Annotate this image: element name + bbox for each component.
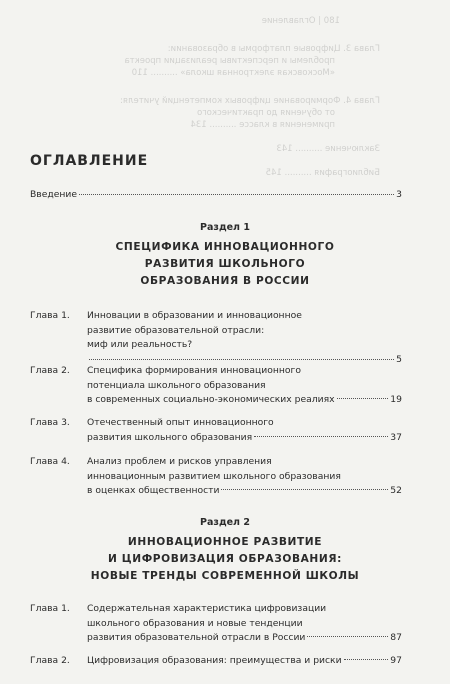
chapter-title-line: развитие образовательной отрасли: — [87, 324, 265, 336]
bleed-line: проблемы и перспективы реализации проекта — [124, 56, 335, 66]
chapter-title-line: миф или реальность? — [87, 339, 193, 350]
chapter-label: Глава 1. — [30, 310, 70, 321]
chapter-title-line: Анализ проблем и рисков управления — [87, 456, 272, 467]
dot-leader — [344, 659, 389, 660]
bleed-header: 180 | Оглавление — [261, 16, 340, 26]
chapter-label: Глава 2. — [30, 365, 70, 376]
chapter-title-line: развития школьного образования — [87, 431, 253, 443]
dot-leader — [307, 636, 388, 637]
toc-entry-introduction — [30, 189, 402, 200]
chapter-title-line: Содержательная характеристика цифровизации — [87, 603, 327, 614]
dot-leader — [254, 436, 388, 437]
chapter-label: Глава 4. — [30, 456, 70, 467]
bleed-line: Библиография .......... 145 — [265, 168, 380, 178]
bleed-line: Глава 3. Цифровые платформы в образовании: — [167, 44, 380, 54]
chapter-label: Глава 1. — [30, 603, 70, 614]
chapter-title-line: Специфика формирования инновационного — [87, 365, 301, 376]
chapter-title-line: в современных социально-экономических реалиях — [87, 394, 335, 405]
page-number: 5 — [396, 353, 402, 365]
page-number: 19 — [390, 394, 402, 405]
chapter-title-line: школьного образования и новые тенденции — [87, 617, 303, 629]
dot-leader — [89, 359, 394, 360]
page-number: 87 — [390, 632, 402, 643]
page-number: 37 — [390, 431, 402, 443]
section-title-line: ОБРАЗОВАНИЯ В РОССИИ — [140, 275, 310, 287]
chapter-label: Глава 3. — [30, 417, 70, 428]
bleed-line: от обучения до практического — [197, 108, 335, 118]
dot-leader — [337, 398, 389, 399]
chapter-title-line: Инновации в образовании и инновационное — [87, 310, 302, 321]
chapter-title-line: потенциала школьного образования — [87, 379, 266, 391]
dot-leader — [221, 489, 388, 490]
bleed-line: применения в классе .......... 134 — [190, 120, 335, 130]
page-number: 52 — [390, 485, 402, 496]
section-title-line: И ЦИФРОВИЗАЦИЯ ОБРАЗОВАНИЯ: — [108, 553, 342, 565]
page-number: 3 — [396, 189, 402, 200]
chapter-title-line: инновационным развитием школьного образования — [87, 470, 341, 482]
section-heading — [0, 517, 450, 585]
chapter-title-line: Отечественный опыт инновационного — [87, 417, 274, 428]
chapter-label: Глава 2. — [30, 655, 70, 666]
section-title-line: СПЕЦИФИКА ИННОВАЦИОННОГО — [115, 241, 335, 253]
section-label: Раздел 1 — [200, 222, 250, 233]
dot-leader — [79, 194, 394, 195]
section-title-line: НОВЫЕ ТРЕНДЫ СОВРЕМЕННОЙ ШКОЛЫ — [90, 570, 360, 582]
toc-heading: ОГЛАВЛЕНИЕ — [30, 153, 149, 169]
section-title-line: ИННОВАЦИОННОЕ РАЗВИТИЕ — [127, 536, 323, 548]
section-label: Раздел 2 — [200, 517, 250, 528]
page-number: 97 — [390, 655, 402, 666]
section-title-line: РАЗВИТИЯ ШКОЛЬНОГО — [144, 258, 306, 270]
bleed-line: Заключение .......... 143 — [276, 144, 380, 154]
entry-label: Введение — [30, 189, 78, 200]
section-heading — [0, 222, 450, 290]
chapter-title-line: в оценках общественности — [87, 485, 220, 496]
chapter-title-line: развития образовательной отрасли в России — [87, 632, 306, 643]
bleed-line: «Московская электронная школа» .......... 110 — [131, 68, 335, 78]
bleed-line: Глава 4. Формирование цифровых компетенций учителя: — [120, 96, 380, 106]
chapter-title-line: Цифровизация образования: преимущества и риски — [87, 655, 342, 666]
